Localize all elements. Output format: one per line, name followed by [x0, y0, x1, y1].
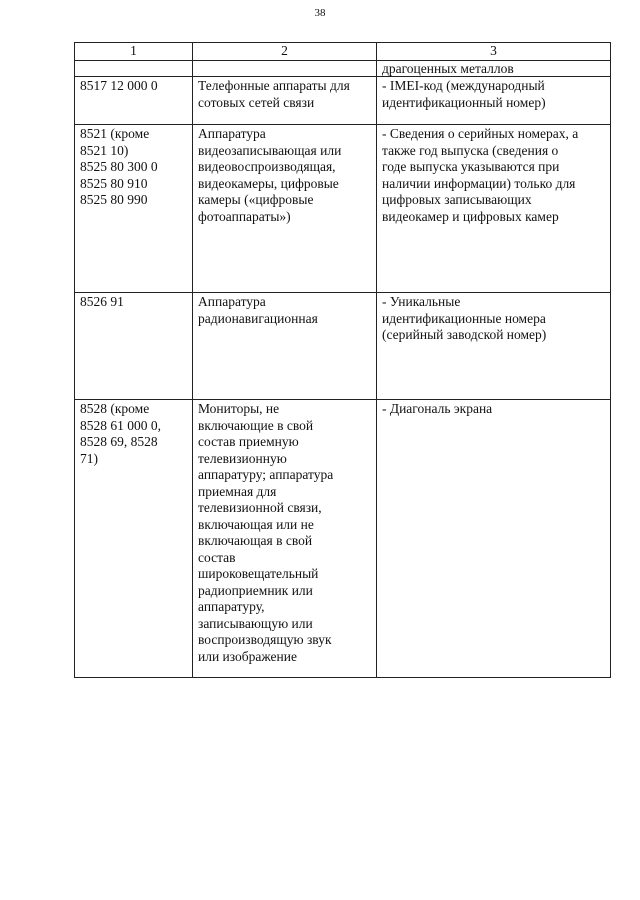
cell-code — [75, 61, 193, 77]
cell-code: 8517 12 000 0 — [75, 77, 193, 125]
column-header-2: 2 — [193, 43, 377, 61]
cell-name: Аппаратура видеозаписывающая или видеовоспроизводящая, видеокамеры, цифровые камеры («цифровые фотоаппараты») — [193, 125, 377, 293]
table-header-row — [75, 43, 611, 61]
cell-name: Мониторы, не включающие в свой состав приемную телевизионную аппаратуру; аппаратура приемная для телевизионной связи, включающая или не включающая в свой состав широковещательный радиоприемник или аппаратуру, записывающую или воспроизводящую звук или изображение — [193, 400, 377, 678]
column-header-1: 1 — [75, 43, 193, 61]
cell-info: - Уникальные идентификационные номера (серийный заводской номер) — [377, 293, 611, 400]
cell-info: - Сведения о серийных номерах, а также год выпуска (сведения о годе выпуска указываются при наличии информации) только для цифровых записывающих видеокамер и цифровых камер — [377, 125, 611, 293]
table-row — [75, 125, 611, 293]
cell-name — [193, 61, 377, 77]
table-row-continuation — [75, 61, 611, 77]
column-header-3: 3 — [377, 43, 611, 61]
cell-info: драгоценных металлов — [377, 61, 611, 77]
table-row — [75, 293, 611, 400]
cell-name: Аппаратура радионавигационная — [193, 293, 377, 400]
cell-code: 8528 (кроме 8528 61 000 0, 8528 69, 8528 71) — [75, 400, 193, 678]
cell-info: - IMEI-код (международный идентификационный номер) — [377, 77, 611, 125]
table-row — [75, 77, 611, 125]
goods-table — [74, 42, 611, 678]
cell-name: Телефонные аппараты для сотовых сетей связи — [193, 77, 377, 125]
cell-info: - Диагональ экрана — [377, 400, 611, 678]
cell-code: 8521 (кроме 8521 10) 8525 80 300 0 8525 80 910 8525 80 990 — [75, 125, 193, 293]
page-number: 38 — [314, 7, 326, 19]
cell-code: 8526 91 — [75, 293, 193, 400]
table-row — [75, 400, 611, 678]
